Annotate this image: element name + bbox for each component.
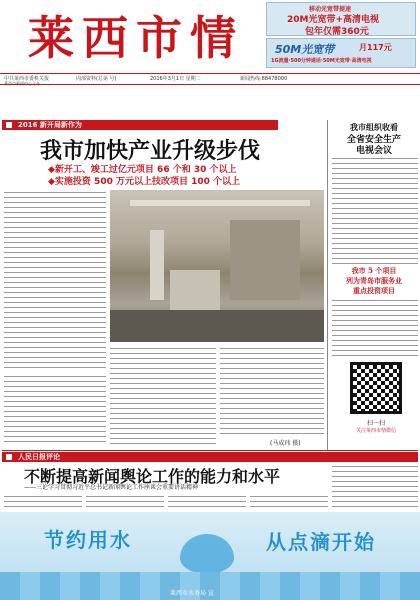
info-right: 莱西市新闻中心主办 [4,81,40,86]
commentary-col-5 [332,464,418,510]
qr-caption: 扫一扫 [366,420,385,427]
commentary-col-4 [250,494,328,510]
ad-sponsor: 莱西市水务局 宣 [170,590,214,597]
ad-right-text: 从点滴开始 [266,530,376,554]
section-tag-commentary: 人民日报评论 [2,452,418,462]
subhead-projects: ◆新开工、竣工过亿元项目 66 个和 30 个以上 [48,165,237,175]
issue-number: 内部资料(总第 号) [76,76,117,82]
wechat-qr-code[interactable] [350,362,402,414]
main-headline[interactable]: 我市加快产业升级步伐 [40,138,261,164]
sidebar-head-1b[interactable]: 全省安全生产 [346,135,401,145]
sidebar-head-2b[interactable]: 列为青岛市服务业 [346,276,402,285]
masthead [0,0,420,72]
commentary-col-1 [4,494,82,510]
section-divider [2,450,418,451]
issue-date: 2016年3月1日 星期二 [150,76,201,82]
section-tag-2016: 2016 新开局新作为 [2,120,278,130]
article-column-1 [4,190,106,368]
fiber-plan-ad[interactable] [266,38,416,68]
ad-mid-line1: 50M光宽带 [275,43,335,56]
sidebar-head-2c[interactable]: 重点投资项目 [353,286,395,295]
hotline: 新闻热线:88478000 [240,76,288,82]
sidebar-article-2 [332,298,418,358]
ad-top-line2: 20M光宽带+高清电视 [287,15,380,25]
mobile-broadband-ad[interactable] [266,2,416,36]
ad-top-line1: 移动光宽带提速 [309,6,352,13]
article-column-1b [4,374,106,446]
qr-caption-2: 关注莱西市情微信 [355,428,396,434]
ad-mid-line3: 1G流量·500分钟通话·50M光宽带·高清电视 [271,58,372,64]
info-bar [0,73,420,85]
photo-credit: (马成玮 摄) [270,440,301,447]
commentary-col-3 [168,494,246,510]
factory-photo [110,190,324,342]
water-drop-icon [180,534,234,574]
sidebar-head-2a[interactable]: 我市 5 个项目 [351,266,397,275]
ad-top-line3: 包年仅需360元 [305,27,369,37]
info-left: 中共莱西市委机关报 [4,76,50,82]
subhead-investment: ◆实施投资 500 万元以上技改项目 100 个以上 [48,177,241,187]
column-divider [327,120,328,450]
ad-mid-line2: 月117元 [359,43,392,52]
article-column-2 [110,346,216,446]
ad-left-text: 节约用水 [44,528,132,552]
water-saving-ad[interactable] [0,512,420,600]
sidebar-head-1a[interactable]: 我市组织收看 [350,122,398,132]
sidebar-article-1 [332,156,418,264]
article-column-3 [220,346,324,436]
commentary-col-2 [86,494,164,510]
newspaper-title: 莱西市情 [28,11,244,65]
commentary-headline[interactable]: 不断提高新闻舆论工作的能力和水平 [24,467,281,486]
commentary-subheadline: ——三论学习贯彻习近平总书记新闻舆论工作座谈会重要讲话精神 [24,484,199,491]
sidebar-head-1c[interactable]: 电视会议 [355,146,392,156]
